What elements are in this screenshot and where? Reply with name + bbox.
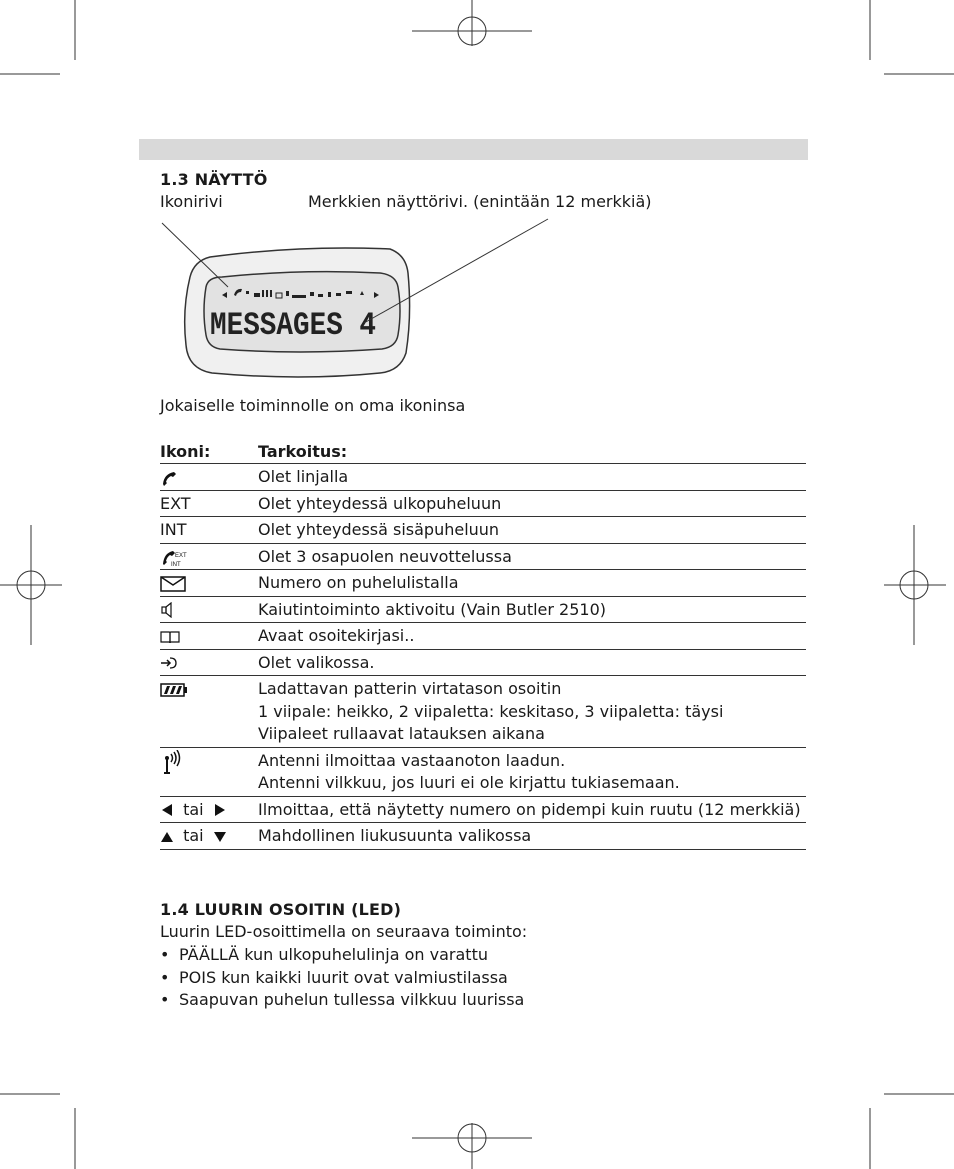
table-row <box>160 570 806 597</box>
ext-label: EXT <box>160 490 258 517</box>
or-label: tai <box>183 826 204 845</box>
table-header-icon: Ikoni: <box>160 440 258 464</box>
speaker-icon <box>160 602 176 618</box>
row-text: Olet yhteydessä sisäpuheluun <box>258 520 500 539</box>
row-text: Viipaleet rullaavat latauksen aikana <box>258 724 545 743</box>
table-row <box>160 517 806 544</box>
list-item: • PÄÄLLÄ kun ulkopuhelulinja on varattu <box>160 944 524 967</box>
section-heading-display: 1.3 NÄYTTÖ <box>160 170 268 189</box>
row-text: Antenni ilmoittaa vastaanoton laadun. <box>258 750 566 770</box>
table-row <box>160 649 806 676</box>
envelope-icon <box>160 576 186 592</box>
row-text: Olet 3 osapuolen neuvottelussa <box>258 546 512 566</box>
table-row <box>160 596 806 623</box>
battery-icon <box>160 683 188 697</box>
table-row <box>160 464 806 491</box>
table-row <box>160 676 806 748</box>
table-header-meaning: Tarkoitus: <box>258 440 806 464</box>
display-character-row: MESSAGES 4 <box>210 307 376 344</box>
list-item: • POIS kun kaikki luurit ovat valmiustilassa <box>160 967 524 990</box>
list-item: • Saapuvan puhelun tullessa vilkkuu luurissa <box>160 989 524 1012</box>
label-char-row: Merkkien näyttörivi. (enintään 12 merkkiä) <box>308 192 652 211</box>
menu-icon <box>160 656 178 670</box>
left-arrow-icon <box>160 803 174 817</box>
row-text: Ilmoittaa, että näytetty numero on pidempi kuin ruutu (12 merkkiä) <box>258 799 801 819</box>
up-arrow-icon <box>160 830 174 844</box>
right-arrow-icon <box>213 803 227 817</box>
row-text: Olet yhteydessä ulkopuheluun <box>258 493 502 513</box>
antenna-icon <box>160 750 184 776</box>
table-row <box>160 543 806 570</box>
led-bullet-list <box>160 944 524 1012</box>
svg-text:EXT: EXT <box>175 553 187 559</box>
icon-meaning-table <box>160 440 806 850</box>
row-text: Avaat osoitekirjasi.. <box>258 626 415 645</box>
row-text: Mahdollinen liukusuunta valikossa <box>258 826 532 845</box>
book-icon <box>160 629 180 645</box>
row-text: Olet linjalla <box>258 467 349 486</box>
table-row <box>160 796 806 823</box>
table-row <box>160 747 806 796</box>
conference-icon <box>160 547 188 567</box>
int-label: INT <box>160 517 258 544</box>
icon-intro-text: Jokaiselle toiminnolle on oma ikoninsa <box>160 396 466 415</box>
row-text: 1 viipale: heikko, 2 viipaletta: keskitaso, 3 viipaletta: täysi <box>258 701 724 721</box>
table-row <box>160 823 806 850</box>
row-text: Olet valikossa. <box>258 652 375 672</box>
row-text: Kaiutintoiminto aktivoitu (Vain Butler 2510) <box>258 599 607 619</box>
section-heading-led: 1.4 LUURIN OSOITIN (LED) <box>160 900 402 919</box>
down-arrow-icon <box>213 830 227 844</box>
row-text: Ladattavan patterin virtatason osoitin <box>258 679 562 698</box>
or-label: tai <box>183 799 204 819</box>
handset-icon <box>160 470 180 486</box>
table-row <box>160 623 806 650</box>
led-intro-text: Luurin LED-osoittimella on seuraava toiminto: <box>160 922 528 941</box>
row-text: Antenni vilkkuu, jos luuri ei ole kirjattu tukiasemaan. <box>258 773 680 792</box>
lcd-display-illustration <box>150 215 570 385</box>
row-text: Numero on puhelulistalla <box>258 573 459 592</box>
header-bar <box>139 139 808 160</box>
svg-text:INT: INT <box>171 562 181 567</box>
label-icon-row: Ikonirivi <box>160 192 223 211</box>
table-row <box>160 490 806 517</box>
